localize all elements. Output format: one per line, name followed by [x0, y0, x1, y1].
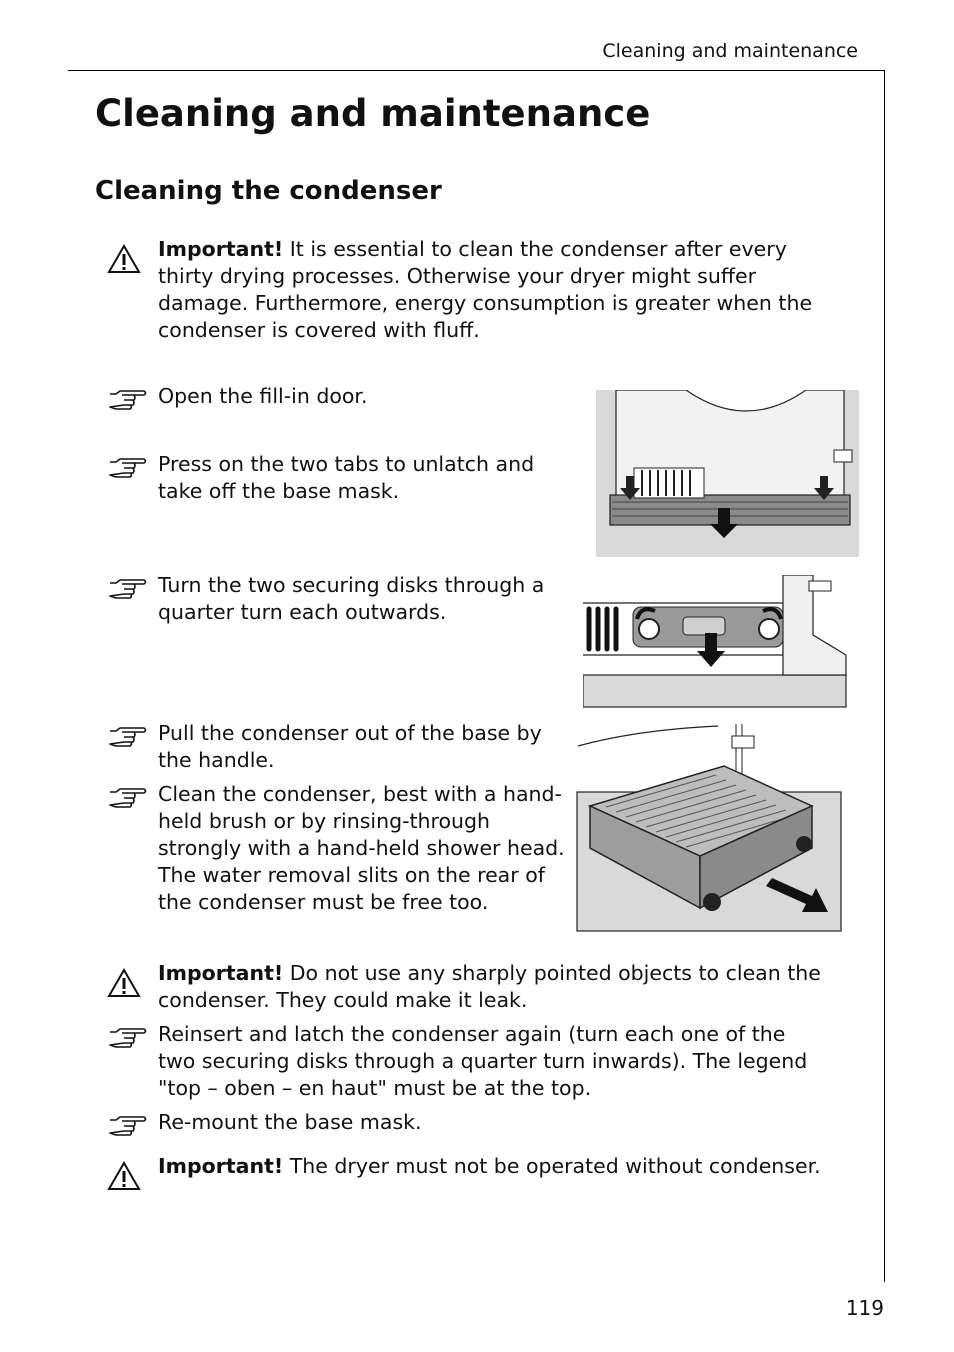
- step-text: Turn the two securing disks through a quarter turn each outwards.: [158, 573, 545, 624]
- condenser-removal-figure: [576, 724, 842, 932]
- section-title: Cleaning the condenser: [95, 176, 442, 206]
- page-margin-rule: [884, 70, 885, 1282]
- warning-text: The dryer must not be operated without condenser.: [283, 1154, 821, 1178]
- pointing-hand-icon: [108, 388, 148, 410]
- warning-triangle-icon: [107, 968, 141, 998]
- step-text: Open the fill-in door.: [158, 384, 368, 408]
- warning-label: Important!: [158, 237, 284, 261]
- warning-paragraph: [158, 960, 838, 1014]
- warning-triangle-icon: [107, 244, 141, 274]
- warning-text: It is essential to clean the condenser after every thirty drying processes. Otherwise your dryer might suffer damage. Furthermore, energy consumption is greater when the condenser is covered with fluff.: [158, 237, 813, 342]
- warning-label: Important!: [158, 1154, 284, 1178]
- page-number: 119: [845, 1296, 884, 1320]
- step-text: Press on the two tabs to unlatch and take off the base mask.: [158, 452, 535, 503]
- pointing-hand-icon: [108, 1114, 148, 1136]
- pointing-hand-icon: [108, 577, 148, 599]
- step-text: Reinsert and latch the condenser again (turn each one of the two securing disks through a quarter turn inwards). The legend "top – oben – en haut" must be at the top.: [158, 1022, 808, 1100]
- step-text: Re-mount the base mask.: [158, 1110, 422, 1134]
- warning-paragraph: [158, 236, 838, 344]
- pointing-hand-icon: [108, 1026, 148, 1048]
- page-title: Cleaning and maintenance: [95, 92, 651, 135]
- warning-label: Important!: [158, 961, 284, 985]
- pointing-hand-icon: [108, 786, 148, 808]
- header-divider: [68, 70, 885, 71]
- running-header: Cleaning and maintenance: [602, 40, 858, 62]
- pointing-hand-icon: [108, 456, 148, 478]
- warning-paragraph: [158, 1153, 848, 1180]
- step-text: Clean the condenser, best with a hand-held brush or by rinsing-through strongly with a hand-held shower head. The water removal slits on the rear of the condenser must be free too.: [158, 782, 565, 914]
- warning-text: Do not use any sharply pointed objects to clean the condenser. They could make it leak.: [158, 961, 821, 1012]
- warning-triangle-icon: [107, 1161, 141, 1191]
- base-mask-removal-figure: [596, 390, 859, 557]
- pointing-hand-icon: [108, 725, 148, 747]
- securing-disks-figure: [583, 575, 858, 709]
- step-text: Pull the condenser out of the base by the handle.: [158, 721, 542, 772]
